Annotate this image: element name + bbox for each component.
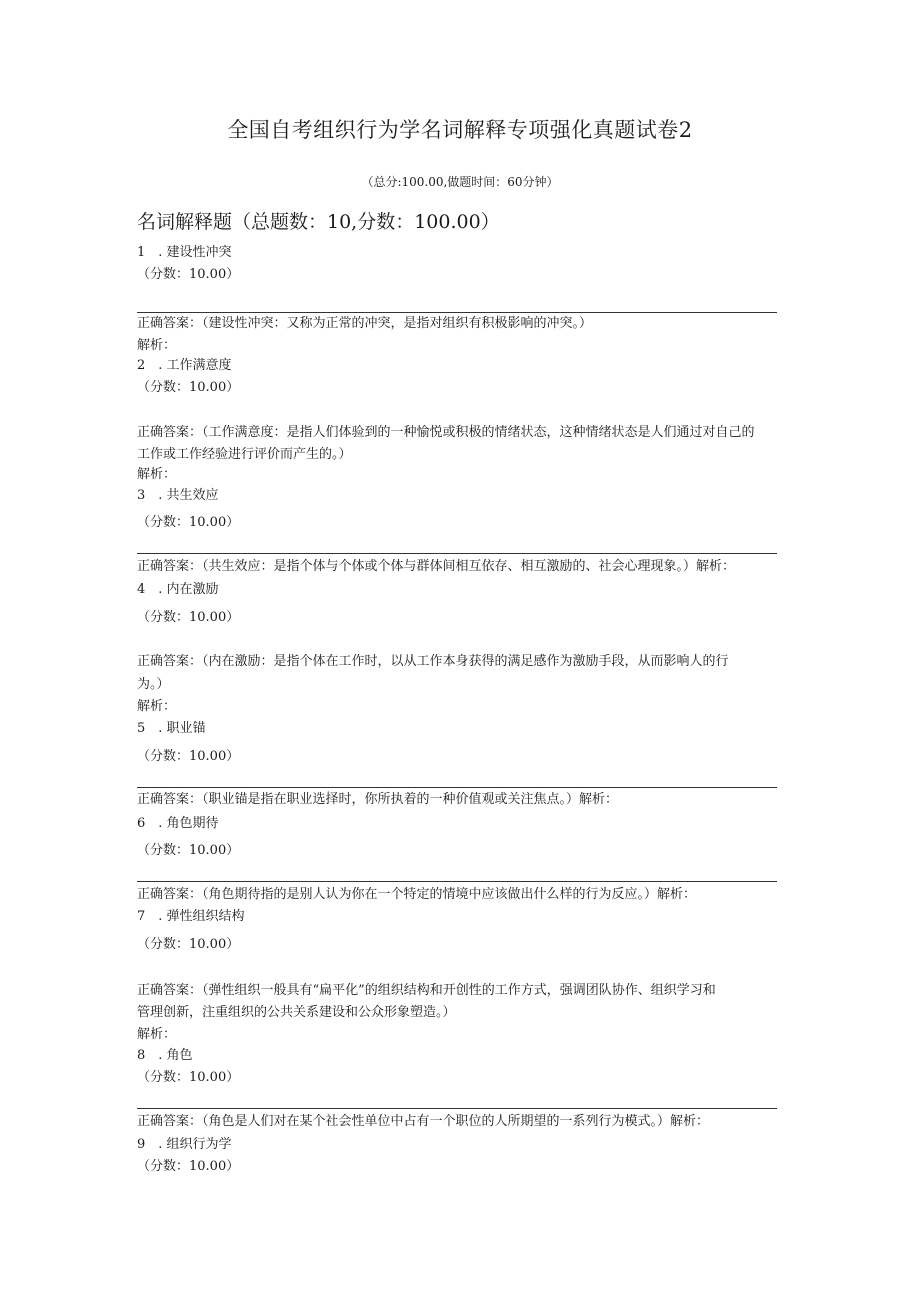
- answer-6: 正确答案：（角色期待指的是别人认为你在一个特定的情境中应该做出什么样的行为反应。）解析：: [137, 887, 697, 902]
- answer-3: 正确答案：（共生效应：是指个体与个体或个体与群体间相互依存、相互激励的、社会心理现象。）解析：: [137, 559, 736, 574]
- analysis-label: 解析：: [137, 1027, 177, 1042]
- answer-4-line-2: 为。）: [137, 677, 170, 692]
- question-4-title: 4 . 内在激励: [137, 582, 219, 597]
- question-3-title: 3 . 共生效应: [137, 488, 219, 503]
- answer-7-line-1: 正确答案：（弹性组织一般具有“扁平化”的组织结构和开创性的工作方式，强调团队协作、组织学习和: [137, 983, 716, 998]
- divider: [137, 1108, 777, 1109]
- question-9-title: 9 . 组织行为学: [137, 1137, 232, 1152]
- question-2-score: （分数：10.00）: [137, 380, 240, 395]
- exam-info: （总分:100.00,做题时间：60分钟）: [361, 175, 559, 189]
- question-1-title: 1 . 建设性冲突: [137, 245, 232, 260]
- answer-5: 正确答案：（职业锚是指在职业选择时，你所执着的一种价值观或关注焦点。）解析：: [137, 792, 619, 807]
- answer-8: 正确答案：（角色是人们对在某个社会性单位中占有一个职位的人所期望的一系列行为模式。）解析：: [137, 1114, 710, 1129]
- answer-1: 正确答案：（建设性冲突：又称为正常的冲突，是指对组织有积极影响的冲突。）: [137, 316, 593, 331]
- divider: [137, 553, 777, 554]
- question-6-title: 6 . 角色期待: [137, 816, 219, 831]
- answer-2-line-1: 正确答案：（工作满意度：是指人们体验到的一种愉悦或积极的情绪状态，这种情绪状态是人们通过对自己的: [137, 425, 755, 440]
- question-7-title: 7 . 弹性组织结构: [137, 909, 245, 924]
- analysis-label: 解析：: [137, 699, 177, 714]
- question-1-score: （分数：10.00）: [137, 267, 240, 282]
- question-6-score: （分数：10.00）: [137, 843, 240, 858]
- answer-4-line-1: 正确答案：（内在激励：是指个体在工作时，以从工作本身获得的满足感作为激励手段，从而影响人的行: [137, 654, 729, 669]
- question-8-score: （分数：10.00）: [137, 1070, 240, 1085]
- question-9-score: （分数：10.00）: [137, 1159, 240, 1174]
- analysis-label: 解析：: [137, 338, 177, 353]
- section-heading: 名词解释题（总题数：10,分数：100.00）: [137, 211, 500, 233]
- question-5-score: （分数：10.00）: [137, 749, 240, 764]
- question-4-score: （分数：10.00）: [137, 610, 240, 625]
- question-2-title: 2 . 工作满意度: [137, 358, 232, 373]
- question-7-score: （分数：10.00）: [137, 937, 240, 952]
- divider: [137, 881, 777, 882]
- divider: [137, 787, 777, 788]
- analysis-label: 解析：: [137, 467, 177, 482]
- answer-2-line-2: 工作或工作经验进行评价而产生的。）: [137, 447, 352, 462]
- question-3-score: （分数：10.00）: [137, 515, 240, 530]
- answer-7-line-2: 管理创新，注重组织的公共关系建设和公众形象塑造。）: [137, 1005, 456, 1020]
- page-title: 全国自考组织行为学名词解释专项强化真题试卷2: [227, 118, 693, 142]
- question-5-title: 5 . 职业锚: [137, 721, 206, 736]
- question-8-title: 8 . 角色: [137, 1048, 193, 1063]
